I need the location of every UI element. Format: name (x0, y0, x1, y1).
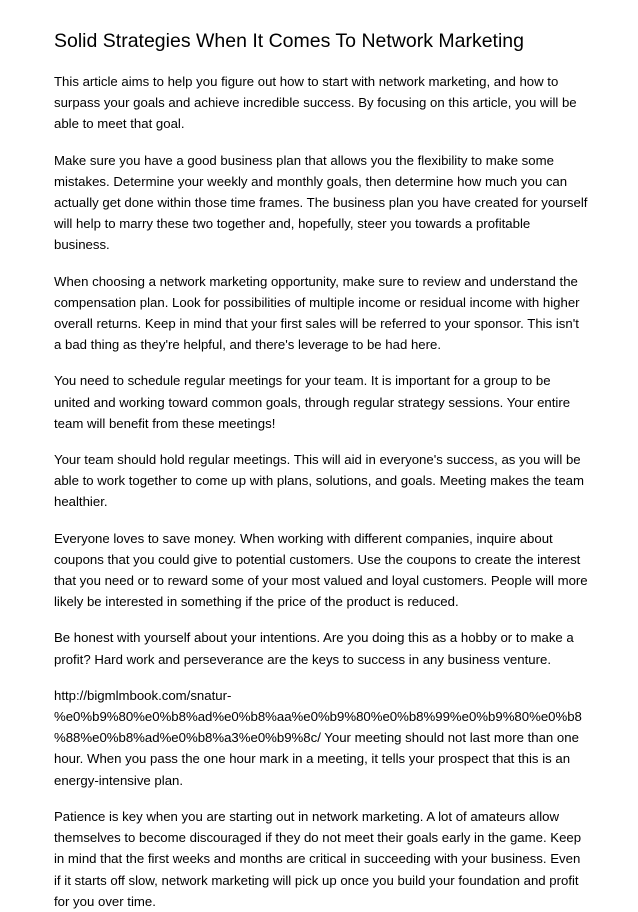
paragraph-business-plan: Make sure you have a good business plan that allows you the flexibility to make some mistakes. Determine your weekly and monthly goals, then determine how much you can actually get done within those time frames. The business plan you have created for yourself will help to marry these two together and, hopefully, steer you towards a profitable business. (54, 152, 588, 253)
paragraph-schedule-meetings: You need to schedule regular meetings for your team. It is important for a group to be united and working toward common goals, through regular strategy sessions. Your entire team will benefit from these meetings! (54, 373, 571, 431)
paragraph-compensation-plan: When choosing a network marketing opportunity, make sure to review and understand the compensation plan. Look for possibilities of multiple income or residual income with higher overall returns. Keep in mind that your first sales will be referred to your sponsor. This isn't a bad thing as they're helpful, and there's leverage to be had here. (54, 273, 580, 353)
paragraph-patience: Patience is key when you are starting out in network marketing. A lot of amateurs allow themselves to become discouraged if they do not meet their goals early in the game. Keep in mind that the first weeks and months are critical in succeeding with your business. Even if it starts off slow, network marketing will pick up once you build your foundation and profit for you over time. (54, 808, 582, 909)
paragraph-team-meetings: Your team should hold regular meetings. This will aid in everyone's success, as you will be able to work together to come up with plans, solutions, and goals. Meeting makes the team healthier. (54, 452, 584, 510)
paragraph-coupons: Everyone loves to save money. When working with different companies, inquire about coupons that you could give to potential customers. Use the coupons to create the interest that you need or to reward some of your most valued and loyal customers. People will more likely be interested in something if the price of the product is reduced. (54, 530, 588, 610)
paragraph-intro: This article aims to help you figure out how to start with network marketing, and how to surpass your goals and achieve incredible success. By focusing on this article, you will be able to meet that goal. (54, 74, 577, 132)
page-title: Solid Strategies When It Comes To Network Marketing (54, 30, 524, 52)
paragraph-honesty: Be honest with yourself about your intentions. Are you doing this as a hobby or to make a profit? Hard work and perseverance are the keys to success in any business venture. (54, 630, 574, 667)
paragraph-meeting-length: http://bigmlmbook.com/snatur-%e0%b9%80%e0%b8%ad%e0%b8%aa%e0%b9%80%e0%b8%99%e0%b9%80%e0%b8%88%e0%b8%ad%e0%b8%a3%e0%b9%8c/ Your meeting should not last more than one hour. When you pass the one hour mark in a meeting, it tells your prospect that this is an energy-intensive plan. (54, 687, 582, 788)
